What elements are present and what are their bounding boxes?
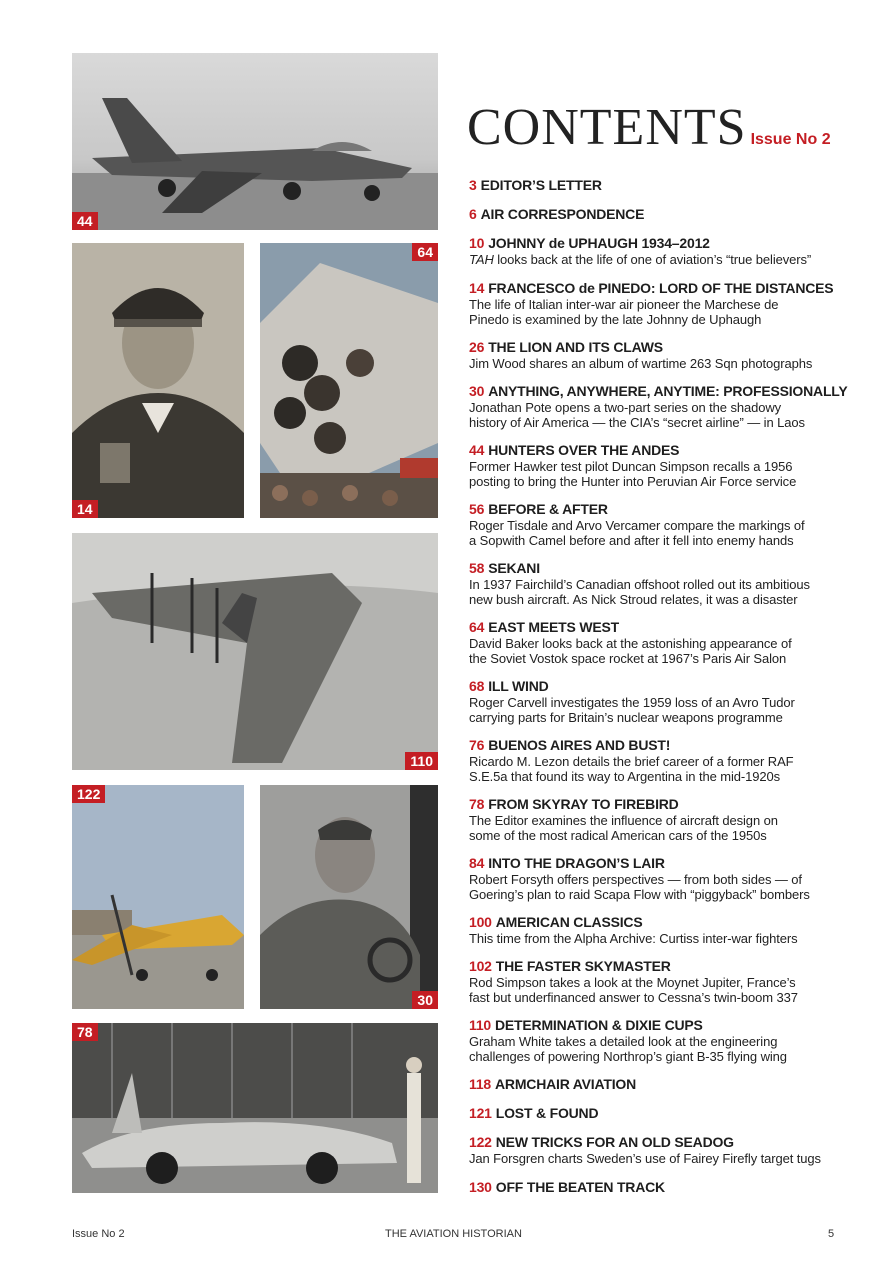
toc-entry-description-line: David Baker looks back at the astonishing appearance of xyxy=(469,636,792,651)
toc-entry-description-line: Jim Wood shares an album of wartime 263 Sqn photographs xyxy=(469,356,813,371)
toc-entry-heading xyxy=(469,1105,864,1122)
toc-entry-title: AMERICAN CLASSICS xyxy=(495,914,643,930)
toc-entry[interactable] xyxy=(469,177,864,194)
toc-entry-heading xyxy=(469,855,864,872)
toc-entry-title: DETERMINATION & DIXIE CUPS xyxy=(495,1017,703,1033)
toc-page-number: 102 xyxy=(469,958,492,974)
toc-entry[interactable] xyxy=(469,560,864,607)
toc-entry[interactable] xyxy=(469,855,864,902)
photo-page-tag: 78 xyxy=(72,1023,98,1041)
toc-entry-title: ILL WIND xyxy=(488,678,549,694)
toc-entry-title: HUNTERS OVER THE ANDES xyxy=(488,442,680,458)
toc-entry-description-line: Ricardo M. Lezon details the brief career of a former RAF xyxy=(469,754,794,769)
toc-entry-title: EAST MEETS WEST xyxy=(488,619,619,635)
toc-entry-heading xyxy=(469,501,864,518)
toc-page-number: 110 xyxy=(469,1017,491,1033)
toc-entry-description-line: posting to bring the Hunter into Peruvian Air Force service xyxy=(469,474,797,489)
page-title: CONTENTS xyxy=(467,99,747,156)
toc-entry-title: EDITOR’S LETTER xyxy=(480,177,602,193)
hunter-jet-photo xyxy=(72,53,438,230)
toc-entry-description-line: Graham White takes a detailed look at the engineering xyxy=(469,1034,778,1049)
toc-entry-description-line: carrying parts for Britain’s nuclear weapons programme xyxy=(469,710,783,725)
toc-entry-title: FROM SKYRAY TO FIREBIRD xyxy=(488,796,679,812)
b35-flying-wing-photo xyxy=(72,533,438,770)
toc-entry-heading xyxy=(469,1017,864,1034)
toc-entry-title: JOHNNY de UPHAUGH 1934–2012 xyxy=(488,235,710,251)
toc-page-number: 68 xyxy=(469,678,485,694)
photo-page-tag: 122 xyxy=(72,785,105,803)
toc-entry-title: ANYTHING, ANYWHERE, ANYTIME: PROFESSIONALLY xyxy=(488,383,848,399)
toc-entry[interactable] xyxy=(469,914,864,946)
toc-entry[interactable] xyxy=(469,206,864,223)
toc-entry-description-line: the Soviet Vostok space rocket at 1967’s Paris Air Salon xyxy=(469,651,787,666)
photo-page-tag: 14 xyxy=(72,500,98,518)
vostok-rocket-photo xyxy=(260,243,438,518)
photo-page-tag: 64 xyxy=(412,243,438,261)
toc-page-number: 78 xyxy=(469,796,485,812)
toc-page-number: 30 xyxy=(469,383,485,399)
toc-entry-heading xyxy=(469,737,864,754)
toc-entry-title: BUENOS AIRES AND BUST! xyxy=(488,737,671,753)
toc-entry[interactable] xyxy=(469,678,864,725)
toc-entry-title: THE LION AND ITS CLAWS xyxy=(488,339,663,355)
toc-entry[interactable] xyxy=(469,501,864,548)
toc-entry[interactable] xyxy=(469,235,864,267)
toc-page-number: 44 xyxy=(469,442,485,458)
toc-entry-title: THE FASTER SKYMASTER xyxy=(495,958,671,974)
toc-entry-heading xyxy=(469,796,864,813)
toc-entry-description-line: Roger Tisdale and Arvo Vercamer compare the markings of xyxy=(469,518,805,533)
toc-entry-description-line: Jan Forsgren charts Sweden’s use of Fairey Firefly target tugs xyxy=(469,1151,821,1166)
toc-entry-description-line: history of Air America — the CIA’s “secret airline” — in Laos xyxy=(469,415,805,430)
toc-entry-heading xyxy=(469,383,864,400)
toc-entry-description-line: Pinedo is examined by the late Johnny de Uphaugh xyxy=(469,312,762,327)
toc-entry-heading xyxy=(469,1179,864,1196)
photo-page-tag: 110 xyxy=(405,752,438,770)
toc-entry-description-line: challenges of powering Northrop’s giant B-35 flying wing xyxy=(469,1049,787,1064)
toc-entry-title: NEW TRICKS FOR AN OLD SEADOG xyxy=(495,1134,734,1150)
toc-page-number: 64 xyxy=(469,619,485,635)
toc-entry-heading xyxy=(469,339,864,356)
toc-entry-title: LOST & FOUND xyxy=(495,1105,599,1121)
toc-entry[interactable] xyxy=(469,339,864,371)
footer-page-number: 5 xyxy=(828,1228,835,1240)
footer-publication: THE AVIATION HISTORIAN xyxy=(385,1228,522,1240)
toc-entry-title: INTO THE DRAGON’S LAIR xyxy=(488,855,665,871)
toc-entry-heading xyxy=(469,206,864,223)
toc-entry-heading xyxy=(469,235,864,252)
toc-entry-heading xyxy=(469,619,864,636)
toc-entry-heading xyxy=(469,958,864,975)
footer-issue: Issue No 2 xyxy=(72,1228,125,1240)
magazine-abbrev: TAH xyxy=(469,252,494,267)
toc-entry-heading xyxy=(469,914,864,931)
toc-entry-title: BEFORE & AFTER xyxy=(488,501,608,517)
toc-entry-description-line: Jonathan Pote opens a two-part series on the shadowy xyxy=(469,400,782,415)
toc-page-number: 14 xyxy=(469,280,485,296)
toc-page-number: 6 xyxy=(469,206,477,222)
toc-entry-heading xyxy=(469,560,864,577)
toc-entry-description-line: The Editor examines the influence of aircraft design on xyxy=(469,813,778,828)
de-pinedo-portrait-photo xyxy=(72,243,244,518)
toc-page-number: 121 xyxy=(469,1105,492,1121)
toc-entry[interactable] xyxy=(469,796,864,843)
toc-page-number: 3 xyxy=(469,177,477,193)
toc-entry[interactable] xyxy=(469,619,864,666)
toc-page-number: 58 xyxy=(469,560,485,576)
toc-entry-description-line: In 1937 Fairchild’s Canadian offshoot rolled out its ambitious xyxy=(469,577,810,592)
toc-entry-description-line: Rod Simpson takes a look at the Moynet Jupiter, France’s xyxy=(469,975,796,990)
toc-entry-title: SEKANI xyxy=(488,560,540,576)
toc-entry-title: FRANCESCO de PINEDO: LORD OF THE DISTANCES xyxy=(488,280,834,296)
toc-entry[interactable] xyxy=(469,1076,864,1093)
toc-entry[interactable] xyxy=(469,1134,864,1166)
toc-entry-description: TAH looks back at the life of one of aviation’s “true believers” xyxy=(469,252,812,267)
firebird-car-photo xyxy=(72,1023,438,1193)
photo-page-tag: 30 xyxy=(412,991,438,1009)
toc-entry-description-line: Former Hawker test pilot Duncan Simpson recalls a 1956 xyxy=(469,459,793,474)
toc-page-number: 76 xyxy=(469,737,485,753)
toc-page-number: 118 xyxy=(469,1076,491,1092)
yellow-fighter-photo xyxy=(72,785,244,1009)
toc-entry[interactable] xyxy=(469,442,864,489)
toc-entry-description-line: This time from the Alpha Archive: Curtiss inter-war fighters xyxy=(469,931,798,946)
contents-header xyxy=(467,100,831,156)
issue-label: Issue No 2 xyxy=(750,131,831,148)
toc-entry-title: AIR CORRESPONDENCE xyxy=(480,206,645,222)
toc-entry[interactable] xyxy=(469,737,864,784)
toc-page-number: 130 xyxy=(469,1179,492,1195)
toc-entry[interactable] xyxy=(469,280,864,327)
pilot-cockpit-photo xyxy=(260,785,438,1009)
toc-page-number: 26 xyxy=(469,339,485,355)
toc-entry-title: OFF THE BEATEN TRACK xyxy=(495,1179,665,1195)
toc-entry-description-line: some of the most radical American cars of the 1950s xyxy=(469,828,767,843)
photo-page-tag: 44 xyxy=(72,212,98,230)
toc-entry-description-line: Goering’s plan to raid Scapa Flow with “piggyback” bombers xyxy=(469,887,810,902)
toc-entry-heading xyxy=(469,177,864,194)
toc-page-number: 56 xyxy=(469,501,485,517)
toc-page-number: 100 xyxy=(469,914,492,930)
toc-entry-description-line: new bush aircraft. As Nick Stroud relates, it was a disaster xyxy=(469,592,798,607)
toc-entry[interactable] xyxy=(469,1179,864,1196)
toc-entry-description-line: Robert Forsyth offers perspectives — from both sides — of xyxy=(469,872,802,887)
toc-entry-description-line: Roger Carvell investigates the 1959 loss of an Avro Tudor xyxy=(469,695,795,710)
toc-entry-heading xyxy=(469,1076,864,1093)
toc-entry-title: ARMCHAIR AVIATION xyxy=(495,1076,636,1092)
toc-entry[interactable] xyxy=(469,1105,864,1122)
toc-entry-description-line: The life of Italian inter-war air pioneer the Marchese de xyxy=(469,297,779,312)
toc-entry[interactable] xyxy=(469,1017,864,1064)
toc-entry-heading xyxy=(469,1134,864,1151)
toc-entry-heading xyxy=(469,678,864,695)
toc-entry-description-line: fast but underfinanced answer to Cessna’s twin-boom 337 xyxy=(469,990,798,1005)
toc-entry-description-line: a Sopwith Camel before and after it fell into enemy hands xyxy=(469,533,794,548)
toc-page-number: 122 xyxy=(469,1134,492,1150)
toc-entry-description-line: S.E.5a that found its way to Argentina in the mid-1920s xyxy=(469,769,781,784)
toc-entry-heading xyxy=(469,442,864,459)
toc-entry[interactable] xyxy=(469,958,864,1005)
toc-entry-heading xyxy=(469,280,864,297)
toc-page-number: 84 xyxy=(469,855,485,871)
toc-page-number: 10 xyxy=(469,235,485,251)
toc-entry[interactable] xyxy=(469,383,864,430)
